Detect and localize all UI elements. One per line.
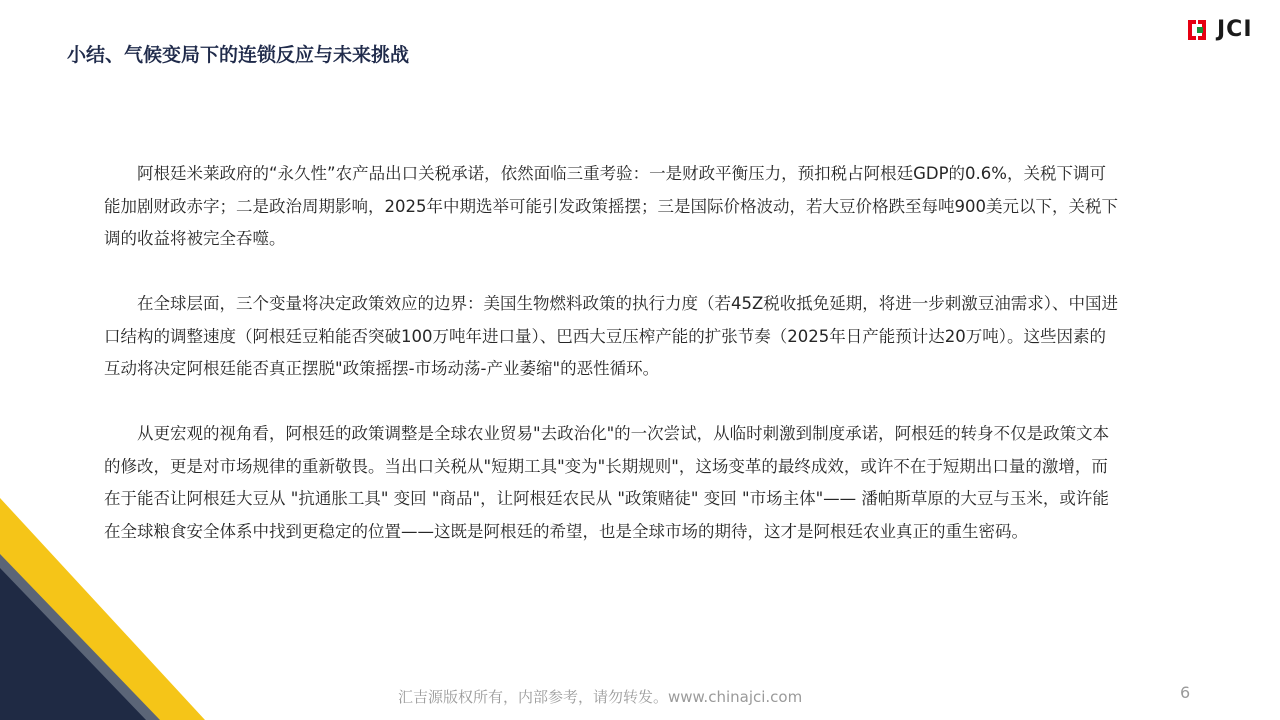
paragraph-2: 在全球层面，三个变量将决定政策效应的边界：美国生物燃料政策的执行力度（若45Z税收抵免延期，将进一步刺激豆油需求）、中国进口结构的调整速度（阿根廷豆粕能否突破100万吨年进口量）、巴西大豆压榨产能的扩张节奏（2025年日产能预计达20万吨）。这些因素的互动将决定阿根廷能否真正摆脱"政策摇摆-市场动荡-产业萎缩"的恶性循环。	[104, 294, 1119, 378]
jci-logo-text: JCI	[1217, 17, 1253, 42]
page-number: 6	[1180, 683, 1191, 702]
paragraph-3: 从更宏观的视角看，阿根廷的政策调整是全球农业贸易"去政治化"的一次尝试，从临时刺激到制度承诺，阿根廷的转身不仅是政策文本的修改，更是对市场规律的重新敬畏。当出口关税从"短期工具"变为"长期规则"，这场变革的最终成效，或许不在于短期出口量的激增，而在于能否让阿根廷大豆从 "抗通胀工具" 变回 "商品"，让阿根廷农民从 "政策赌徒" 变回 "市场主体"—— 潘帕斯草原的大豆与玉米，或许能在全球粮食安全体系中找到更稳定的位置——这既是阿根廷的希望，也是全球市场的期待，这才是阿根廷农业真正的重生密码。	[104, 424, 1110, 541]
jci-logo	[1186, 16, 1264, 44]
corner-decoration	[0, 498, 205, 720]
main-content	[104, 158, 1120, 581]
slide-title: 小结、气候变局下的连锁反应与未来挑战	[67, 44, 410, 66]
jci-logo-mark-icon	[1186, 18, 1214, 42]
footer-copyright: 汇吉源版权所有，内部参考，请勿转发。www.chinajci.com	[398, 688, 803, 706]
paragraph-1: 阿根廷米莱政府的“永久性”农产品出口关税承诺，依然面临三重考验：一是财政平衡压力，预扣税占阿根廷GDP的0.6%，关税下调可能加剧财政赤字；二是政治周期影响，2025年中期选举可能引发政策摇摆；三是国际价格波动，若大豆价格跌至每吨900美元以下，关税下调的收益将被完全吞噬。	[104, 164, 1118, 248]
